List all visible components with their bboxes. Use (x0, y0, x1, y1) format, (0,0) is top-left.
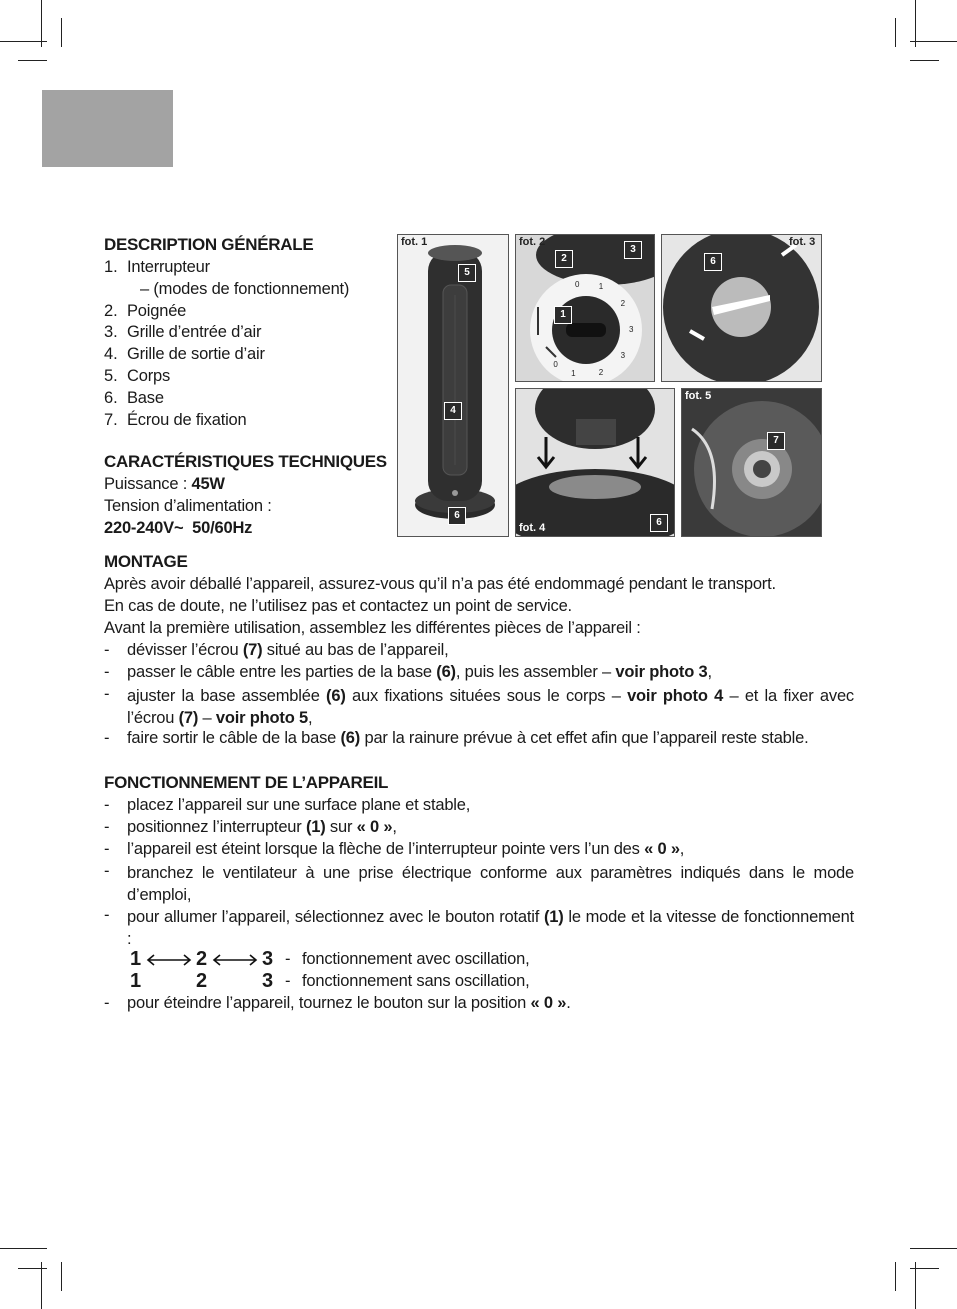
callout-6: 6 (704, 253, 722, 271)
photo-2-label: fot. 2 (519, 236, 546, 248)
crop-mark (895, 18, 896, 47)
callout-2: 2 (555, 250, 573, 268)
mode-2-speed-1: 1 (130, 970, 142, 992)
crop-mark (61, 18, 62, 47)
operation-step-2: positionnez l’interrupteur (1) sur « 0 », (127, 818, 397, 836)
montage-step-4: faire sortir le câble de la base (6) par la rainure prévue à cet effet afin que l’appareil reste stable. (127, 729, 809, 747)
mode-1-speed-2: 2 (196, 948, 208, 970)
description-item-number: 5. (104, 367, 118, 385)
photo-1-tower-fan (397, 234, 509, 537)
photo-4-label: fot. 4 (519, 522, 546, 534)
description-item-label: Grille de sortie d’air (127, 345, 265, 364)
description-item-label: Corps (127, 367, 171, 385)
operation-step-1: placez l’appareil sur une surface plane et stable, (127, 796, 471, 814)
power-line (104, 475, 225, 494)
mode-1-speed-1: 1 (130, 948, 142, 970)
mode-2-speed-3: 3 (262, 970, 274, 992)
crop-mark (910, 60, 939, 61)
operation-step-5: pour allumer l’appareil, sélectionnez avec le bouton rotatif (1) le mode et la vitesse de fonctionnement : (127, 908, 854, 948)
photo-3-base-assembly (661, 234, 822, 382)
photo-5-label: fot. 5 (685, 390, 712, 402)
description-item-number: 6. (104, 388, 118, 407)
crop-mark (895, 1262, 896, 1291)
description-item-label: Grille d’entrée d’air (127, 323, 262, 342)
oscillation-arrow-icon (146, 953, 192, 967)
montage-step-3: ajuster la base assemblée (6) aux fixations situées sous le corps – voir photo 4 – et la fixer avec l’écrou (7) – voir photo 5, (127, 687, 854, 727)
montage-heading: MONTAGE (104, 552, 188, 571)
description-heading: DESCRIPTION GÉNÉRALE (104, 235, 314, 254)
bullet-dash: - (104, 663, 110, 681)
operation-step-6: pour éteindre l’appareil, tournez le bouton sur la position « 0 ». (127, 994, 571, 1012)
mode-oscillation-text: fonctionnement avec oscillation, (302, 950, 530, 968)
base-assembly-illustration (662, 235, 821, 381)
dial-scale-number: 1 (571, 369, 576, 379)
mode-2-speed-2: 2 (196, 970, 208, 992)
crop-mark (910, 1248, 957, 1249)
callout-5: 5 (458, 264, 476, 282)
operation-heading: FONCTIONNEMENT DE L’APPAREIL (104, 773, 389, 792)
photo-4-base-mounting (515, 388, 675, 537)
specs-heading: CARACTÉRISTIQUES TECHNIQUES (104, 452, 387, 471)
dial-scale-number: 0 (553, 360, 558, 370)
crop-mark (0, 41, 47, 42)
bullet-dash: - (104, 840, 110, 858)
dial-scale-number: 2 (620, 298, 626, 308)
description-item-number: 7. (104, 410, 118, 429)
mode-no-oscillation-text: fonctionnement sans oscillation, (302, 972, 530, 990)
dial-scale-number: 0 (575, 279, 580, 289)
crop-mark (18, 1268, 47, 1269)
description-item-label: Interrupteur (127, 258, 210, 276)
operation-step-4: branchez le ventilateur à une prise électrique conforme aux paramètres indiqués dans le mode d’emploi, (127, 864, 854, 904)
callout-7: 7 (767, 432, 785, 450)
crop-mark (41, 0, 42, 47)
description-item-number: 2. (104, 301, 118, 320)
description-item-label: Base (127, 388, 164, 407)
bullet-dash: - (285, 950, 291, 968)
mode-1-speed-3: 3 (262, 948, 274, 970)
dial-scale-number: 1 (598, 281, 604, 291)
callout-1: 1 (554, 306, 572, 324)
bullet-dash: - (104, 994, 110, 1012)
description-item-number: 3. (104, 323, 118, 342)
power-value: 45W (191, 475, 225, 493)
bullet-dash: - (104, 729, 110, 747)
montage-para-3: Avant la première utilisation, assemblez les différentes pièces de l’appareil : (104, 619, 641, 637)
crop-mark (910, 41, 957, 42)
voltage-value: 220-240V~ 50/60Hz (104, 519, 253, 537)
callout-6: 6 (650, 514, 668, 532)
oscillation-arrow-icon (212, 953, 258, 967)
fixing-nut-illustration (682, 389, 821, 536)
bullet-dash: - (104, 796, 110, 814)
bullet-dash: - (104, 906, 110, 924)
operation-step-3: l’appareil est éteint lorsque la flèche de l’interrupteur pointe vers l’un des « 0 », (127, 840, 685, 858)
dial-scale-number: 3 (620, 351, 626, 361)
callout-3: 3 (624, 241, 642, 259)
bullet-dash: - (104, 862, 110, 880)
description-item-number: 4. (104, 345, 118, 364)
description-item-label: Écrou de fixation (127, 410, 247, 429)
language-tab-block (42, 90, 173, 167)
crop-mark (61, 1262, 62, 1291)
crop-mark (915, 1262, 916, 1309)
dial-scale-number: 3 (629, 325, 634, 334)
bullet-dash: - (104, 641, 110, 659)
voltage-label: Tension d’alimentation : (104, 497, 272, 515)
crop-mark (910, 1268, 939, 1269)
description-item-label: – (modes de fonctionnement) (140, 279, 350, 298)
callout-6: 6 (448, 507, 466, 525)
bullet-dash: - (104, 818, 110, 836)
description-item-label: Poignée (127, 301, 187, 320)
crop-mark (41, 1262, 42, 1309)
montage-para-1: Après avoir déballé l’appareil, assurez-vous qu’il n’a pas été endommagé pendant le transport. (104, 575, 776, 593)
photo-1-label: fot. 1 (401, 236, 428, 248)
photo-2-control-dial (515, 234, 655, 382)
crop-mark (18, 60, 47, 61)
dial-scale-number: 2 (598, 368, 604, 378)
montage-step-1: dévisser l’écrou (7) situé au bas de l’appareil, (127, 641, 449, 659)
photo-5-fixing-nut (681, 388, 822, 537)
crop-mark (915, 0, 916, 47)
bullet-dash: - (104, 685, 110, 703)
montage-step-2: passer le câble entre les parties de la base (6), puis les assembler – voir photo 3, (127, 663, 712, 681)
montage-para-2: En cas de doute, ne l’utilisez pas et contactez un point de service. (104, 597, 572, 615)
crop-mark (0, 1248, 47, 1249)
bullet-dash: - (285, 972, 291, 990)
description-item-number: 1. (104, 258, 118, 276)
power-label: Puissance : (104, 475, 192, 493)
callout-4: 4 (444, 402, 462, 420)
photo-3-label: fot. 3 (789, 236, 816, 248)
tower-fan-illustration (398, 235, 508, 536)
